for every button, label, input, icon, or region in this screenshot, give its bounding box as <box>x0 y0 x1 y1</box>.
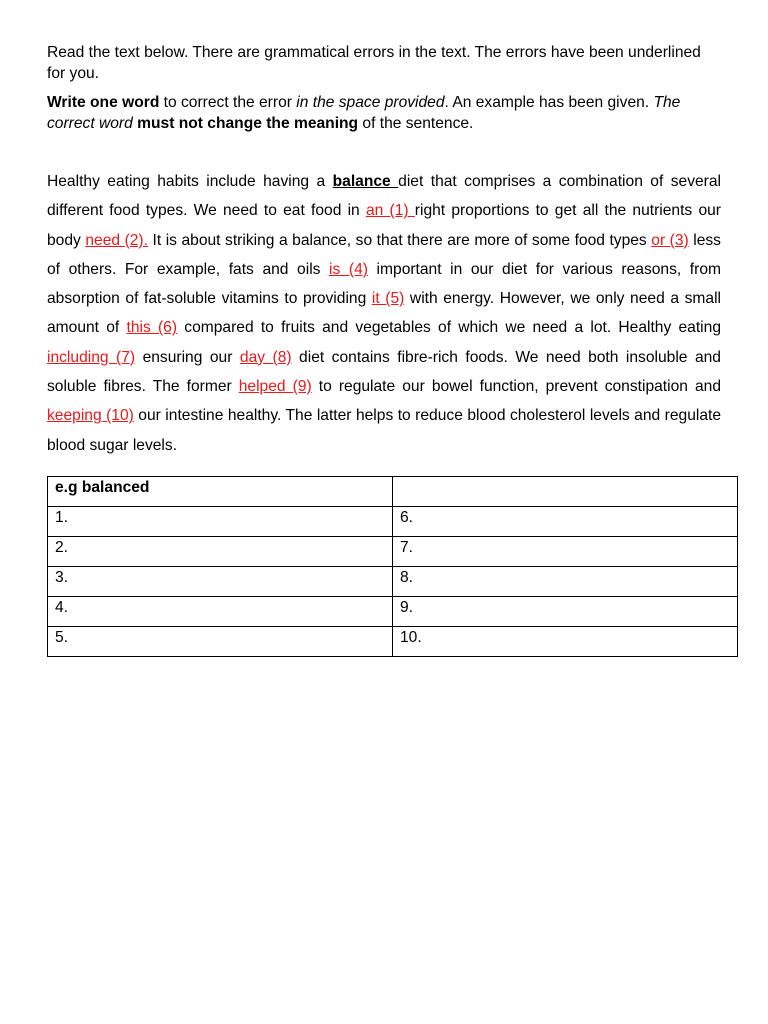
answer-cell-2[interactable]: 2. <box>48 536 393 566</box>
answer-table <box>47 476 738 657</box>
instruction-emphasis-meaning: must not change the meaning <box>137 115 359 132</box>
error-7: including (7) <box>47 348 136 366</box>
passage-text: Healthy eating habits include having a <box>47 173 333 190</box>
instruction-emphasis-space-provided: in the space provided <box>296 94 445 111</box>
passage-text: It is about striking a balance, so that there are more of some food types <box>147 231 652 249</box>
answer-cell-4[interactable]: 4. <box>48 596 393 626</box>
passage-text: right proportions to get all the nutrients our body <box>47 202 721 249</box>
passage-text: less of others. For example, fats and oils <box>47 231 721 278</box>
error-2: need (2). <box>85 231 148 249</box>
answer-cell-7[interactable]: 7. <box>393 536 738 566</box>
error-9: helped (9) <box>238 378 312 396</box>
passage-text: diet that comprises a combination of several different food types. We need to eat food in <box>47 173 722 220</box>
passage-text: compared to fruits and vegetables of which we need a lot. Healthy eating <box>177 319 721 337</box>
answer-cell-3[interactable]: 3. <box>48 566 393 596</box>
instructions-line-2 <box>47 92 721 134</box>
passage-text: ensuring our <box>135 348 240 366</box>
instruction-emphasis-write-one-word: Write one word <box>47 94 160 111</box>
example-answer-cell: e.g balanced <box>48 476 393 506</box>
instructions <box>47 42 721 134</box>
answer-table-header-row <box>48 476 738 506</box>
passage-text: to regulate our bowel function, prevent constipation and <box>311 378 721 396</box>
instruction-emphasis-correct-word: The correct word <box>47 94 681 132</box>
table-row <box>48 506 738 536</box>
error-4: is (4) <box>329 260 368 278</box>
reading-passage <box>47 167 721 460</box>
instruction-text: to correct the error <box>159 94 297 111</box>
instruction-text: . An example has been given. <box>444 94 654 111</box>
example-underlined-word: balance <box>332 173 399 190</box>
error-8: day (8) <box>239 348 292 366</box>
error-3: or (3) <box>651 231 689 249</box>
error-5: it (5) <box>371 290 405 308</box>
answer-cell-1[interactable]: 1. <box>48 506 393 536</box>
error-10: keeping (10) <box>47 407 134 425</box>
answer-cell-6[interactable]: 6. <box>393 506 738 536</box>
table-row <box>48 596 738 626</box>
header-blank-cell <box>393 476 738 506</box>
answer-cell-9[interactable]: 9. <box>393 596 738 626</box>
table-row <box>48 536 738 566</box>
instructions-line-1: Read the text below. There are grammatical errors in the text. The errors have been underlined for you. <box>47 44 701 82</box>
error-6: this (6) <box>126 319 178 337</box>
passage-text: our intestine healthy. The latter helps to reduce blood cholesterol levels and regulate blood sugar levels. <box>47 407 722 454</box>
passage-text: diet contains fibre-rich foods. We need both insoluble and soluble fibres. The former <box>47 348 721 396</box>
error-1: an (1) <box>365 202 415 220</box>
passage-text: with energy. However, we only need a small amount of <box>47 290 722 337</box>
answer-cell-5[interactable]: 5. <box>48 626 393 656</box>
table-row <box>48 626 738 656</box>
answer-cell-10[interactable]: 10. <box>393 626 738 656</box>
answer-cell-8[interactable]: 8. <box>393 566 738 596</box>
instruction-text: of the sentence. <box>358 115 474 132</box>
table-row <box>48 566 738 596</box>
passage-text: important in our diet for various reasons, from absorption of fat-soluble vitamins to providing <box>47 260 721 308</box>
